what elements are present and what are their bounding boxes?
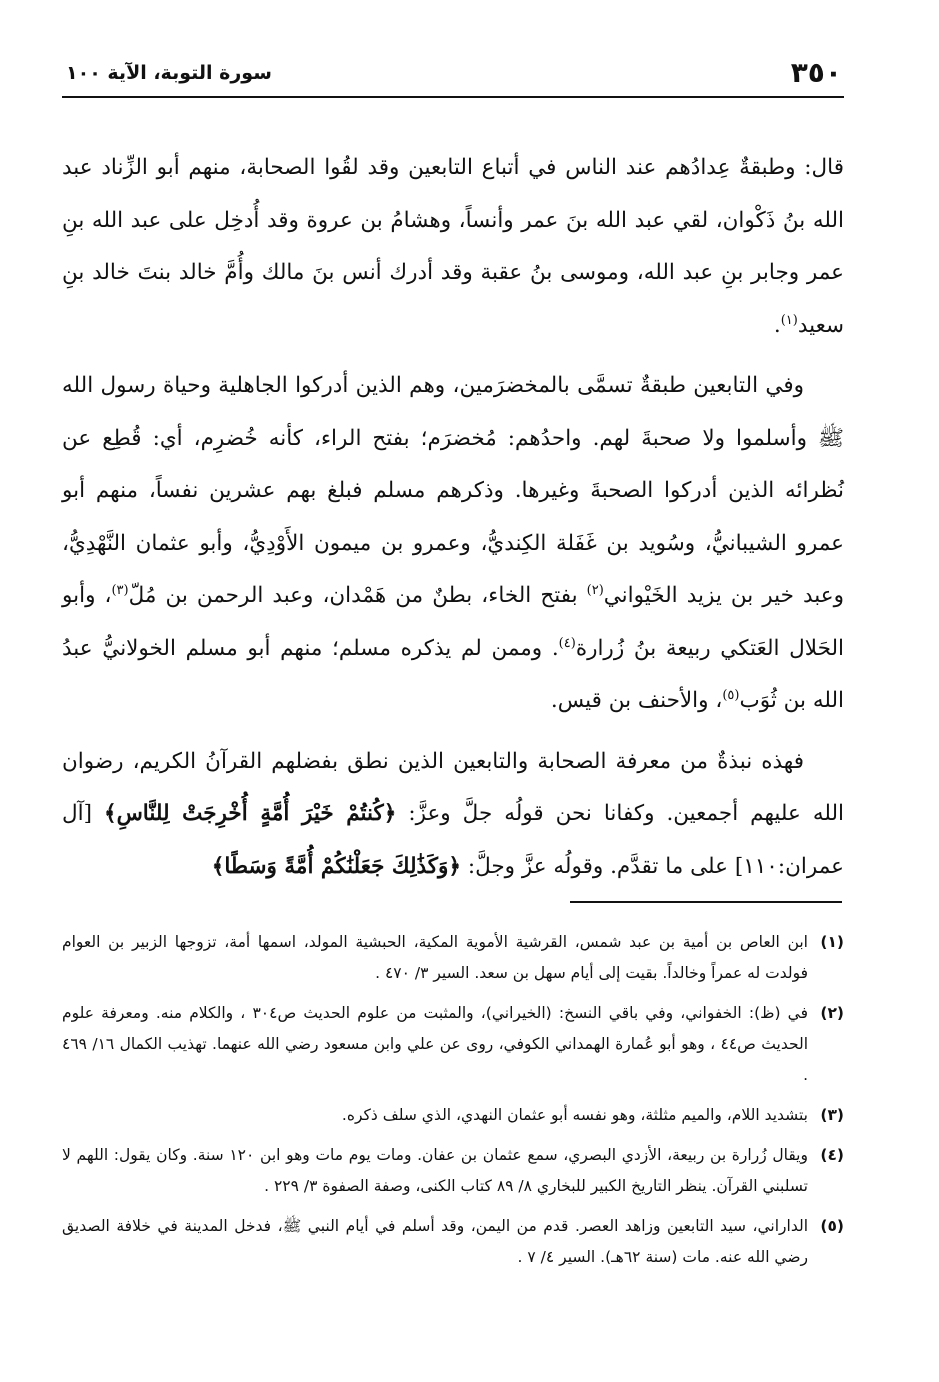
paragraph-3 (62, 736, 844, 894)
page-header (62, 50, 844, 98)
paragraph-text: ، وأبو الحَلال العَتكي ربيعة بنُ زُرارة (62, 583, 844, 661)
footnote-marker: (٣) (820, 1106, 844, 1124)
paragraph-2 (62, 360, 844, 728)
paragraph-text: فهذه نبذةٌ من معرفة الصحابة والتابعين الذين نطق بفضلهم القرآنُ الكريم، رضوان الله عليهم أجمعين. وكفانا نحن قولُه جلَّ وعزَّ: (62, 748, 844, 826)
footnote-ref: (٢) (586, 582, 604, 598)
footnote-marker: (٤) (820, 1146, 844, 1164)
footnote-marker: (٢) (820, 1004, 844, 1022)
page-number: ٣٥٠ (790, 56, 842, 89)
paragraph-text: قال: وطبقةٌ عِدادُهم عند الناس في أتباع التابعين وقد لقُوا الصحابة، منهم أبو الزِّناد عبد الله بنُ ذَكْوان، لقي عبد الله بنَ عمر وأنساً، وهشامُ بن عروة وقد أُدخِل على عبد الله بنِ عمر وجابر بنِ عبد الله، وموسى بنُ عقبة وقد أدرك أنس بنَ مالك وأُمَّ خالد بنتَ خالد بنِ سعيد (62, 155, 844, 338)
paragraph-text: بفتح الخاء، بطنٌ من هَمْدان، وعبد الرحمن بن مُلّ (128, 583, 587, 608)
footnote-marker: (٥) (820, 1217, 844, 1235)
paragraph-1 (62, 142, 844, 352)
footnote-marker: (١) (820, 933, 844, 951)
footnote-text: في (ظ): الخفواني، وفي باقي النسخ: (الخيراني)، والمثبت من علوم الحديث ص٣٠٤ ، والكلام منه. ومعرفة علوم الحديث ص٤٤ ، وهو أبو عُمارة الهمداني الكوفي، روى عن علي وابن مسعود رضي الله عنهما. تهذيب الكمال ١٦/ ٤٦٩ . (62, 1004, 808, 1084)
paragraph-text: وفي التابعين طبقةٌ تسمَّى بالمخضرَمين، وهم الذين أدركوا الجاهلية وحياة رسول الله ﷺ وأسلموا ولا صحبةَ لهم. واحدُهم: مُخضرَم؛ بفتح الراء، كأنه خُضرِم، أي: قُطِع عن نُظرائه الذين أدركوا الصحبةَ وغيرها. وذكرهم مسلم فبلغ بهم عشرين نفساً، منهم أبو عمرو الشيبانيُّ، وسُويد بن غَفَلة الكِنديُّ، وعمرو بن ميمون الأَوْدِيُّ، وأبو عثمان النَّهْدِيُّ، وعبد خير بن يزيد الخَيْواني (62, 373, 844, 608)
footnote-2 (62, 998, 844, 1091)
quran-verse: ﴿وَكَذَٰلِكَ جَعَلْنَٰكُمْ أُمَّةً وَسَطًا﴾ (211, 853, 462, 879)
footnote-3 (62, 1100, 844, 1131)
footnotes (62, 927, 844, 1273)
paragraph-text: [آل عمران:١١٠] على ما تقدَّم. وقولُه عزَّ وجلَّ: (62, 801, 844, 879)
paragraph-text: . (773, 312, 781, 338)
main-text (62, 142, 844, 893)
footnote-text: الداراني، سيد التابعين وزاهد العصر. قدم من اليمن، وقد أسلم في أيام النبي ﷺ، فدخل المدينة في خلافة الصديق رضي الله عنه. مات (سنة ٦٢هـ). السير ٤/ ٧ . (62, 1217, 808, 1266)
footnote-text: بتشديد اللام، والميم مثلثة، وهو نفسه أبو عثمان النهدي، الذي سلف ذكره. (341, 1106, 808, 1124)
footnote-5 (62, 1211, 844, 1273)
running-title: سورة التوبة، الآية ١٠٠ (66, 62, 272, 84)
footnote-4 (62, 1140, 844, 1202)
footnote-1 (62, 927, 844, 989)
footnote-ref: (٥) (722, 687, 740, 703)
footnote-text: ابن العاص بن أمية بن عبد شمس، القرشية الأموية المكية، الحبشية المولد، اسمها أمة، تزوجها الزبير بن العوام فولدت له عمراً وخالداً. بقيت إلى أيام سهل بن سعد. السير ٣/ ٤٧٠ . (62, 933, 808, 982)
paragraph-text: ، والأحنف بن قيس. (550, 688, 723, 713)
footnote-ref: (٣) (111, 582, 129, 598)
paragraph-text: . وممن لم يذكره مسلم؛ منهم أبو مسلم الخولانيُّ عبدُ الله بن ثُوَب (62, 635, 844, 713)
footnote-ref: (٤) (558, 635, 576, 651)
book-page (62, 50, 844, 1350)
quran-verse: ﴿كُنتُمْ خَيْرَ أُمَّةٍ أُخْرِجَتْ لِلنَّاسِ﴾ (103, 801, 397, 826)
footnote-ref: (١) (780, 312, 798, 328)
footnote-separator (570, 901, 842, 903)
footnote-text: ويقال زُرارة بن ربيعة، الأزدي البصري، سمع عثمان بن عفان. ومات يوم مات وهو ابن ١٢٠ سنة. وكان يقول: اللهم لا تسلبني القرآن. ينظر التاريخ الكبير للبخاري ٨/ ٨٩ كتاب الكنى، وصفة الصفوة ٣/ ٢٢٩ . (62, 1146, 808, 1195)
